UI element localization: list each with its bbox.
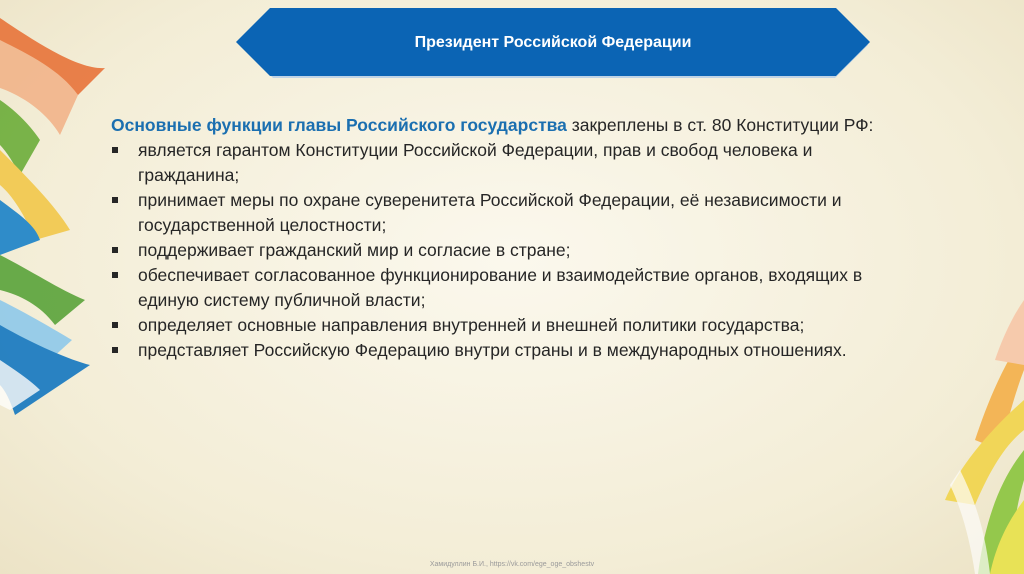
content-block xyxy=(111,113,916,363)
list-item xyxy=(111,338,916,363)
list-item-text: является гарантом Конституции Российской Федерации, прав и свобод человека и гражданина; xyxy=(138,140,813,185)
functions-list xyxy=(111,138,916,363)
bullet-marker xyxy=(112,347,118,353)
intro-highlight: Основные функции главы Российского государства xyxy=(111,115,567,135)
list-item xyxy=(111,263,916,313)
list-item-text: определяет основные направления внутренней и внешней политики государства; xyxy=(138,315,805,335)
list-item xyxy=(111,138,916,188)
list-item xyxy=(111,238,916,263)
list-item xyxy=(111,188,916,238)
intro-text: закреплены в ст. 80 Конституции РФ: xyxy=(566,115,874,135)
list-item xyxy=(111,313,916,338)
title-banner xyxy=(236,8,870,78)
list-item-text: поддерживает гражданский мир и согласие в стране; xyxy=(138,240,571,260)
list-item-text: принимает меры по охране суверенитета Российской Федерации, её независимости и государственной целостности; xyxy=(138,190,842,235)
footer-credit: Хамидуллин Б.И., https://vk.com/ege_oge_obshestv xyxy=(429,561,595,568)
bullet-marker xyxy=(112,247,118,253)
bullet-marker xyxy=(112,272,118,278)
list-item-text: обеспечивает согласованное функционирование и взаимодействие органов, входящих в единую систему публичной власти; xyxy=(138,265,863,310)
list-item-text: представляет Российскую Федерацию внутри страны и в международных отношениях. xyxy=(138,340,847,360)
bullet-marker xyxy=(112,322,118,328)
bullet-marker xyxy=(112,197,118,203)
page-title: Президент Российской Федерации xyxy=(414,34,692,51)
intro-paragraph xyxy=(111,113,916,138)
bullet-marker xyxy=(112,147,118,153)
